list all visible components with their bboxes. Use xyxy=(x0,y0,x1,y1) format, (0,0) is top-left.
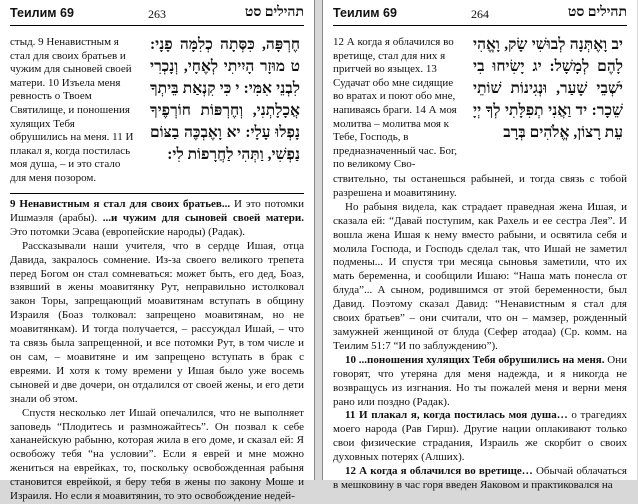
left-header-title: Теилим 69 xyxy=(10,6,74,20)
commentary-lead: 11 И плакал я, когда постилась моя душа… xyxy=(345,409,568,422)
right-page-header xyxy=(333,3,627,26)
commentary-lead: 9 Ненавистным я стал для своих братьев... xyxy=(10,198,231,210)
left-header-hebrew: תהילים סט xyxy=(244,5,304,20)
left-page-number: 263 xyxy=(148,7,166,21)
commentary-text: И это потомки Ишмаэля (арабы). xyxy=(10,198,304,224)
commentary-text: Это потомки Эсава (европейские народы) (Радак). xyxy=(10,225,246,238)
left-page-header xyxy=(10,3,304,26)
right-translation-column: 12 А когда я облачился во вретище, стал для них я притчей во языцех. 13 Судачат обо мне сидящие во вратах и поют обо мне, напиваясь браги. 14 А моя молитва – молитва моя к Тебе, Господь, в предназначенный час. Бог, по великому Сво- xyxy=(333,36,458,171)
commentary-text: о трагедиях моего народа (Рав Гирш). Другие нации оплакивают только свои физические страдания, Израиль же скорбит о своих духовных потерях (Алших). xyxy=(333,409,627,464)
left-commentary-para-3: Спустя несколько лет Ишай опечалился, что не выполняет заповедь “Плодитесь и размножайтесь”. Он позвал к себе хананейскую рабыню, которая жила в его доме, и сказал ей: Я освобожу тебя “на условии”. Если я еврей и мне можно жениться на еврейках, то, поскольку освобожденная рабыня становится еврейкой, я беру тебя в жены по закону Моше и Израиля. Но если я моавитянин, то это освобождение недей- xyxy=(10,406,304,503)
left-hebrew-column: חֶרְפָּה, כִּסְּתָה כְלִמָּה פָנָי: ט מוּזָר הָיִיתִי לְאֶחָי, וְנָכְרִי לִבְנֵי אִמִּי: י כִּי קִנְאַת בֵּיתְךָ אֲכָלָתְנִי, וְחֶרְפּוֹת חוֹרְפֶיךָ נָפְלוּ עָלָי: יא וָאֶבְכֶּה בַצּוֹם נַפְשִׁי, וַתְּהִי לַחֲרָפוֹת לִי: xyxy=(150,36,300,163)
right-commentary-para-2: Но рабыня видела, как страдает праведная жена Ишая, и сказала ей: “Давай поступим, как Рахель и ее сестра Лея”. И вошла жена Ишая к нему вместо рабыни, и освятила себя и молила Господа, и Господь сделал так, что Ишай не заметил подмены... И спустя три месяца сыновья заметили, что их мать беременна, и сообщили Ишаю: “Наша мать понесла от блуда”... А сыном, родившимся от этой беременности, был Давид. Поэтому сказал Давид: “Ненавистным я стал для своих братьев” – они считали, что он – мамзер, рожденный замужней женщиной от блуда (Сефер атодаа) (Ср. комм. на Теилим 51:7 “И по заблуждению”). xyxy=(333,200,627,352)
commentary-lead: ...и чужим для сыновей своей матери. xyxy=(102,211,304,224)
right-commentary-para-3 xyxy=(333,354,627,410)
commentary-lead: 10 ...поношения хулящих Тебя обрушились на меня. xyxy=(345,353,605,366)
right-commentary-para-1: ствительно, ты останешься рабыней, и тогда связь с тобой разрешена и моавитянину. xyxy=(333,173,627,199)
left-commentary-para-2: Рассказывали наши учителя, что в сердце Ишая, отца Давида, закралось сомнение. Из-за своего великого трепета перед Богом он стал сомневаться: может быть, его дед, Боаз, взявший в жены моавитянку Рут, неправильно истолковал закон Торы, запрещающий моавитянам вступать в общину Израиля (Боаз толковал: запрещено моавитянам, но не моавитянкам). И тогда получается, – рассуждал Ишай, – что та связь была запрещенной, и все потомки Рут, в том числе и он сам, – моавитяне и им запрещено вступать в брак с евреями. И хотя к тому времени у Ишая было уже восемь сыновей и две дочери, он отдалился от своей жены, и его дети знали об этом. xyxy=(10,239,304,405)
commentary-text: Они говорят, что утеряна для меня надежда, и я никогда не возвращусь из изгнания. Но ты пожалей меня и верни меня рано или поздно (Радак). xyxy=(333,353,627,408)
commentary-lead: 12 А когда я облачился во вретище… xyxy=(345,465,533,478)
commentary-text: Обычай облачаться в мешковину в час горя введен Яаковом и практиковался на xyxy=(333,465,627,491)
right-page-number: 264 xyxy=(471,7,489,21)
right-commentary xyxy=(333,173,627,493)
left-translation-column: стыд. 9 Ненавистным я стал для своих братьев и чужим для сыновей своей матери. 10 Изъела меня ревность о Твоем Святилище, и поношения хулящих Тебя обрушились на меня. 11 И плакал я, когда постилась моя душа, – и это стало для меня позором. xyxy=(10,36,134,184)
right-commentary-para-5 xyxy=(333,465,627,493)
left-divider xyxy=(10,193,304,194)
left-commentary xyxy=(10,198,304,504)
right-commentary-para-4 xyxy=(333,409,627,465)
left-page xyxy=(0,0,315,503)
right-page xyxy=(322,0,637,491)
right-header-title: Теилим 69 xyxy=(333,6,397,20)
right-header-hebrew: תהילים סט xyxy=(567,5,627,20)
right-hebrew-column: יב וָאֶתְּנָה לְבוּשִׁי שָׂק, וָאֱהִי לָהֶם לְמָשָׁל: יג יָשִׂיחוּ בִי יֹשְׁבֵי שָׁעַר, וּנְגִינוֹת שׁוֹתֵי שֵׁכָר: יד וַאֲנִי תְפִלָּתִי לְךָ יְיָ עֵת רָצוֹן, אֱלֹהִים בְּרָב xyxy=(473,36,623,141)
left-commentary-para-1 xyxy=(10,198,304,240)
